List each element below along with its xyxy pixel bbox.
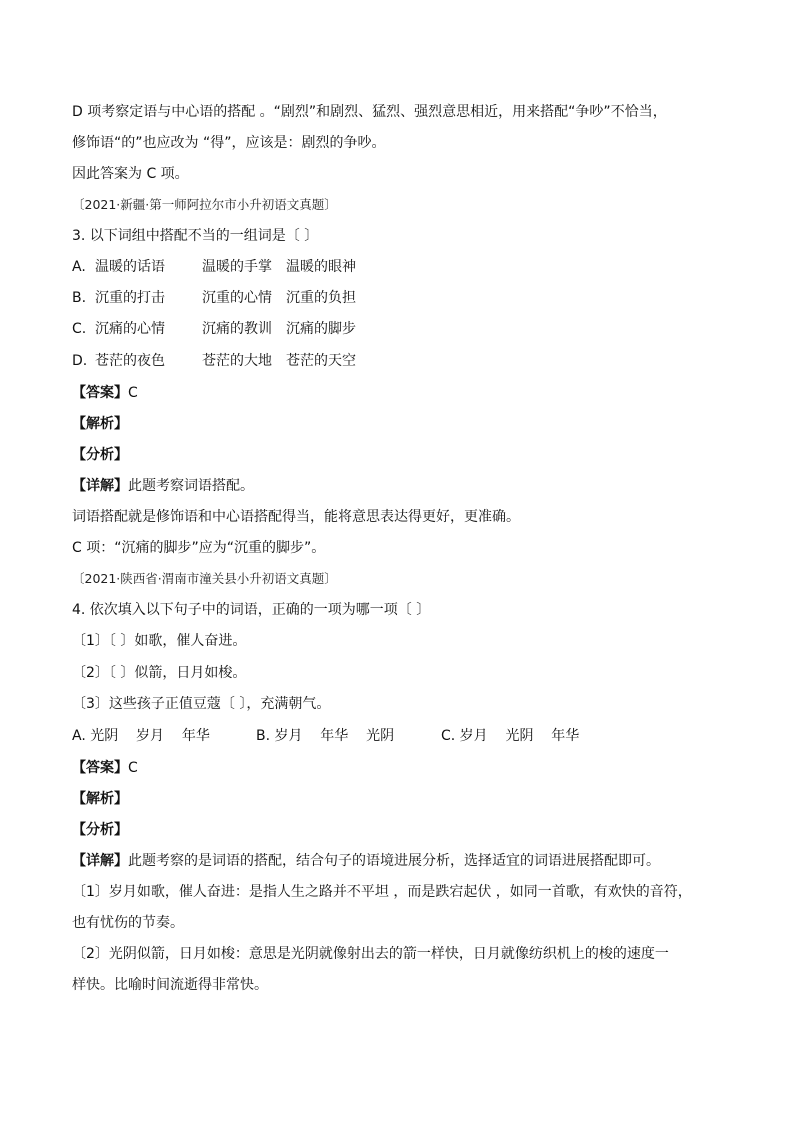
detail-text: 此题考察词语搭配。 (128, 478, 254, 494)
option-word: 苍茫的夜色 (95, 353, 165, 369)
q4-explain-1a: 〔1〕岁月如歌，催人奋进：是指人生之路并不平坦 ，而是跌宕起伏 ，如同一首歌，有欢快的音符， (72, 884, 692, 900)
option-word: 沉重的负担 (286, 290, 356, 306)
option-letter: C. (72, 321, 87, 337)
option-letter: B. (72, 290, 87, 306)
option-word: 沉痛的教训 (202, 321, 272, 337)
answer-tag: 【答案】 (72, 385, 128, 401)
q4-sentence-2: 〔2〕〔 〕似箭，日月如梭。 (72, 665, 247, 681)
q4-analysis-tag: 【解析】 (72, 791, 128, 807)
q4-stem: 4. 依次填入以下句子中的词语，正确的一项为哪一项〔 〕 (72, 602, 431, 618)
detail-tag: 【详解】 (72, 853, 128, 869)
q4-option-b: B. 岁月 年华 光阴 (256, 728, 395, 744)
q4-source: 〔2021·陕西省·渭南市潼关县小升初语文真题〕 (72, 571, 337, 586)
option-word: 沉重的心情 (202, 290, 272, 306)
q2-explain-line1: D 项考察定语与中心语的搭配 。“剧烈”和剧烈、猛烈、强烈意思相近，用来搭配“争吵”不恰当， (72, 104, 667, 120)
q4-explain-2b: 样快。比喻时间流逝得非常快。 (72, 977, 268, 993)
option-word: 沉重的打击 (95, 290, 165, 306)
answer-value: C (128, 385, 138, 401)
q4-explain-1b: 也有忧伤的节奏。 (72, 915, 184, 931)
option-word: 温暖的眼神 (286, 259, 356, 275)
q3-explain-2: C 项：“沉痛的脚步”应为“沉重的脚步”。 (72, 540, 326, 556)
q3-answer (72, 383, 138, 403)
q4-option-c: C. 岁月 光阴 年华 (441, 728, 580, 744)
q4-fenxi-tag: 【分析】 (72, 822, 128, 838)
option-word: 沉痛的脚步 (286, 321, 356, 337)
detail-text: 此题考察的是词语的搭配，结合句子的语境进展分析，选择适宜的词语进展搭配即可。 (128, 853, 660, 869)
q2-explain-line2: 修饰语“的”也应改为 “得”，应该是：剧烈的争吵。 (72, 135, 386, 151)
q3-explain-1: 词语搭配就是修饰语和中心语搭配得当，能将意思表达得更好，更准确。 (72, 509, 520, 525)
answer-value: C (128, 760, 138, 776)
option-letter: A. (72, 259, 86, 275)
q3-detail (72, 476, 254, 496)
option-word: 沉痛的心情 (95, 321, 165, 337)
q4-explain-2a: 〔2〕光阴似箭，日月如梭：意思是光阴就像射出去的箭一样快，日月就像纺织机上的梭的速度一 (72, 946, 669, 962)
q3-analysis-tag: 【解析】 (72, 416, 128, 432)
q3-stem: 3. 以下词组中搭配不当的一组词是〔 〕 (72, 228, 319, 244)
q4-sentence-3: 〔3〕这些孩子正值豆蔻〔 〕，充满朝气。 (72, 696, 331, 712)
q2-conclusion: 因此答案为 C 项。 (72, 166, 189, 182)
option-word: 苍茫的天空 (286, 353, 356, 369)
q4-sentence-1: 〔1〕〔 〕如歌，催人奋进。 (72, 633, 247, 649)
option-word: 温暖的手掌 (202, 259, 272, 275)
option-word: 温暖的话语 (95, 259, 165, 275)
q3-fenxi-tag: 【分析】 (72, 447, 128, 463)
q4-detail (72, 851, 660, 871)
q4-answer (72, 758, 138, 778)
q3-source: 〔2021·新疆·第一师阿拉尔市小升初语文真题〕 (72, 197, 337, 212)
option-word: 苍茫的大地 (202, 353, 272, 369)
answer-tag: 【答案】 (72, 760, 128, 776)
option-letter: D. (72, 353, 88, 369)
detail-tag: 【详解】 (72, 478, 128, 494)
q4-option-a: A. 光阴 岁月 年华 (72, 728, 210, 744)
